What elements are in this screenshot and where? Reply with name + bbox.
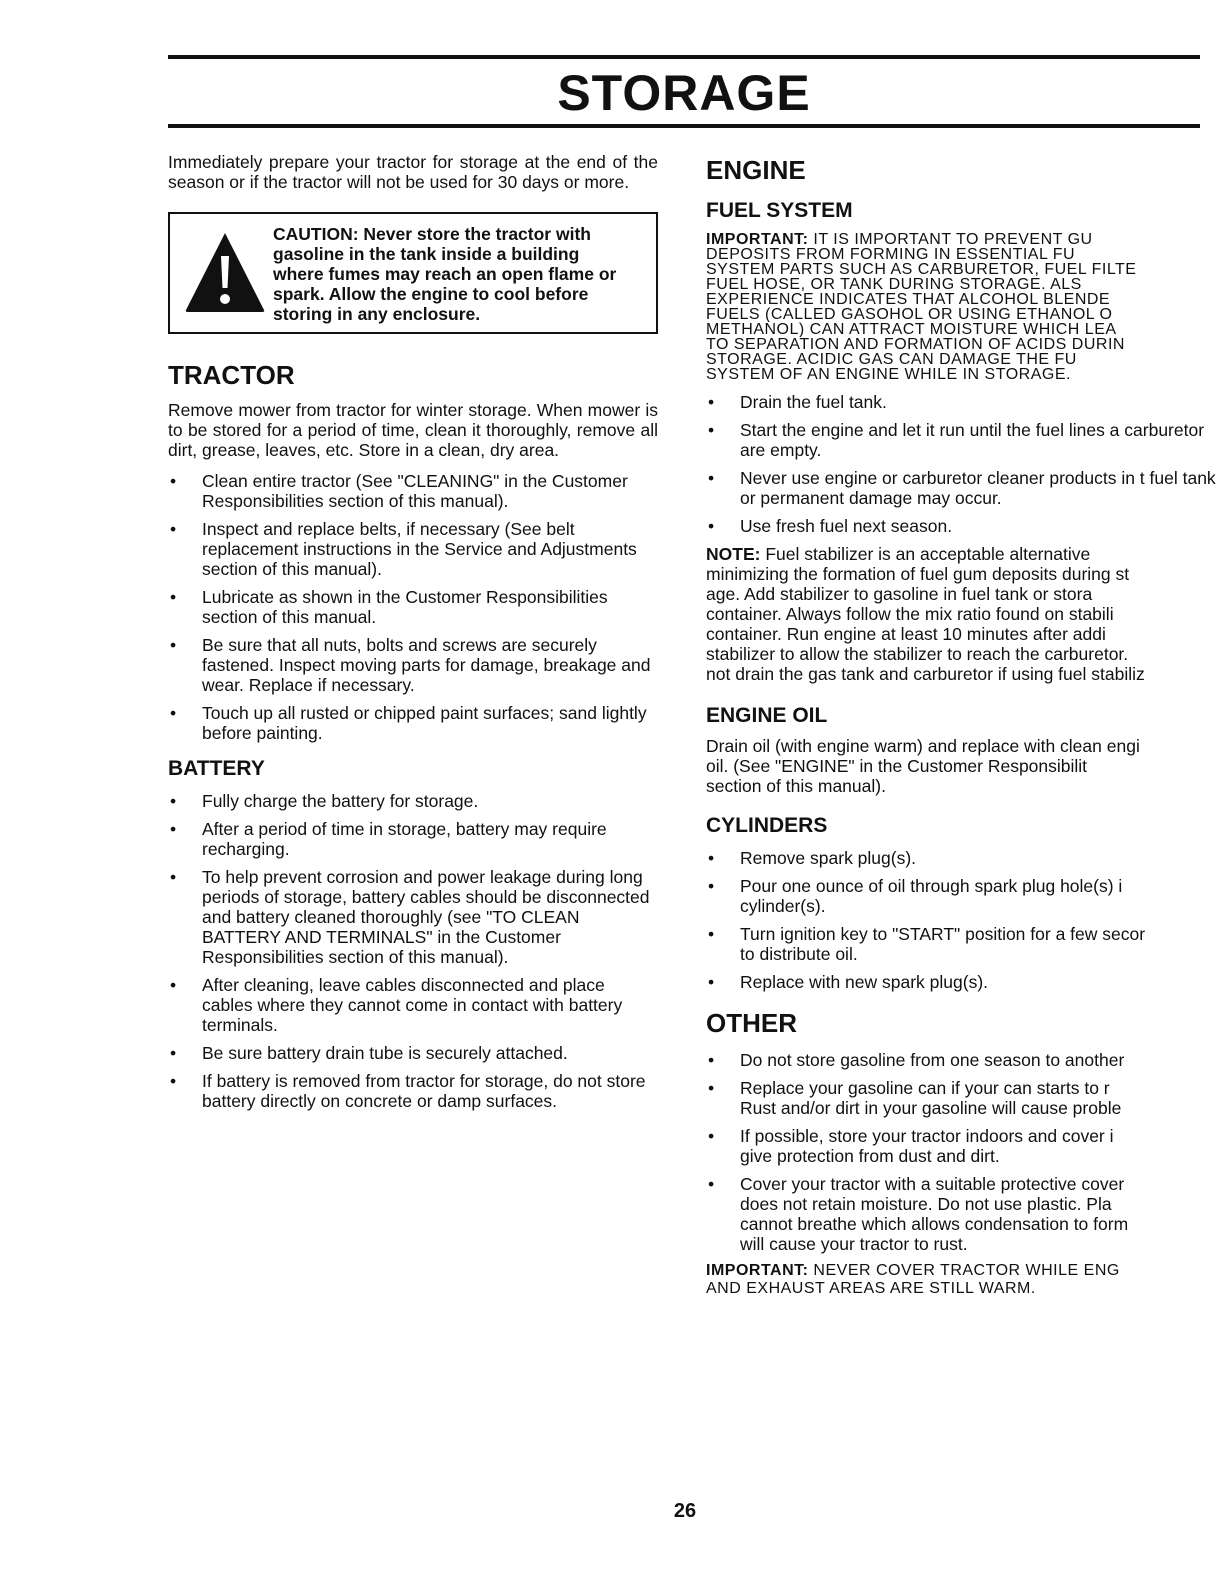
header-rule-top (168, 55, 1200, 59)
list-item: • Touch up all rusted or chipped paint surfaces; sand lightly before painting. (170, 703, 647, 743)
bullet-icon: • (708, 972, 715, 992)
battery-list (168, 791, 658, 1111)
list-item: • To help prevent corrosion and power leakage during long periods of storage, battery cables should be disconnected and battery cleaned thoroughly (see "TO CLEAN BATTERY AND TERMINALS" in the Customer Responsibilities section of this manual). (170, 867, 650, 967)
bullet-icon: • (708, 420, 715, 440)
tractor-heading: TRACTOR (168, 360, 295, 390)
intro-text: Immediately prepare your tractor for storage at the end of the season or if the tractor will not be used for 30 days or more. (168, 152, 658, 192)
bullet-icon: • (708, 1050, 715, 1070)
bullet-icon: • (170, 635, 177, 655)
list-item: • If battery is removed from tractor for storage, do not store battery directly on concrete or damp surfaces. (170, 1071, 646, 1111)
list-item: • Cover your tractor with a suitable protective cover does not retain moisture. Do not use plastic. Pla cannot breathe which allows condensation to form will cause your tractor to rust. (708, 1174, 1129, 1254)
list-item: • Inspect and replace belts, if necessary (See belt replacement instructions in the Service and Adjustments section of this manual). (170, 519, 637, 579)
bullet-icon: • (708, 1174, 715, 1194)
page-title: STORAGE (557, 65, 811, 121)
list-item: • Be sure that all nuts, bolts and screws are securely fastened. Inspect moving parts for damage, breakage and wear. Replace if necessary. (170, 635, 651, 695)
right-column (706, 155, 1221, 1298)
fuel-system-heading: FUEL SYSTEM (706, 199, 853, 222)
other-heading: OTHER (706, 1008, 797, 1038)
list-item: • Use fresh fuel next season. (708, 516, 953, 536)
other-list (706, 1050, 1221, 1254)
bullet-icon: • (170, 519, 177, 539)
other-important-block: IMPORTANT: NEVER COVER TRACTOR WHILE ENG AND EXHAUST AREAS ARE STILL WARM. (706, 1262, 1120, 1297)
bullet-icon: • (708, 1126, 715, 1146)
cylinders-heading: CYLINDERS (706, 814, 828, 837)
important-label: IMPORTANT: (706, 232, 809, 247)
bullet-icon: • (708, 848, 715, 868)
bullet-icon: • (170, 975, 177, 995)
bullet-icon: • (708, 392, 715, 412)
list-item: • Fully charge the battery for storage. (170, 791, 479, 811)
header-rule-bottom (168, 124, 1200, 128)
bullet-icon: • (708, 1078, 715, 1098)
bullet-icon: • (170, 587, 177, 607)
important-label: IMPORTANT: (706, 1262, 809, 1279)
bullet-icon: • (170, 819, 177, 839)
list-item: • Lubricate as shown in the Customer Responsibilities section of this manual. (170, 587, 608, 627)
list-item: • Replace with new spark plug(s). (708, 972, 989, 992)
tractor-list (168, 471, 658, 743)
list-item: • Turn ignition key to "START" position for a few secor to distribute oil. (708, 924, 1146, 964)
bullet-icon: • (708, 924, 715, 944)
bullet-icon: • (708, 876, 715, 896)
left-column (168, 152, 658, 1119)
list-item: • Be sure battery drain tube is securely attached. (170, 1043, 568, 1063)
bullet-icon: • (708, 468, 715, 488)
engine-heading: ENGINE (706, 155, 806, 185)
engine-oil-text: Drain oil (with engine warm) and replace with clean engi oil. (See "ENGINE" in the Customer Responsibilit section of this manual). (706, 736, 1140, 796)
bullet-icon: • (170, 867, 177, 887)
list-item: • Pour one ounce of oil through spark plug hole(s) i cylinder(s). (708, 876, 1123, 916)
list-item: • Start the engine and let it run until the fuel lines a carburetor are empty. (708, 420, 1205, 460)
tractor-text: Remove mower from tractor for winter storage. When mower is to be stored for a period of time, clean it thoroughly, remove all dirt, grease, leaves, etc. Store in a clean, dry area. (168, 400, 658, 460)
bullet-icon: • (170, 791, 177, 811)
bullet-icon: • (170, 1043, 177, 1063)
cylinders-list (706, 848, 1221, 992)
fuel-list (706, 392, 1221, 536)
caution-text: CAUTION: Never store the tractor with gasoline in the tank inside a building where fumes may reach an open flame or spark. Allow the engine to cool before storing in any enclosure. (273, 224, 617, 324)
fuel-note: NOTE: Fuel stabilizer is an acceptable alternative minimizing the formation of fuel gum deposits during st age. Add stabilizer to gasoline in fuel tank or stora container. Always follow the mix ratio found on stabili container. Run engine at least 10 minutes after addi stabilizer to allow the stabilizer to reach the carburetor. not drain the gas tank and carburetor if using fuel stabiliz (706, 544, 1145, 684)
list-item: • Drain the fuel tank. (708, 392, 887, 412)
fuel-important-block: IMPORTANT: IT IS IMPORTANT TO PREVENT GU DEPOSITS FROM FORMING IN ESSENTIAL FU SYSTEM PARTS SUCH AS CARBURETOR, FUEL FILTE FUEL HOSE, OR TANK DURING STORAGE. ALS EXPERIENCE INDICATES THAT ALCOHOL BLENDE FUELS (CALLED GASOHOL OR USING ETHANOL O METHANOL) CAN ATTRACT MOISTURE WHICH LEA TO SEPARATION AND FORMATION OF ACIDS DURIN STORAGE. ACIDIC GAS CAN DAMAGE THE FU SYSTEM OF AN ENGINE WHILE IN STORAGE. (706, 232, 1137, 382)
list-item: • Clean entire tractor (See "CLEANING" in the Customer Responsibilities section of this manual). (170, 471, 628, 511)
bullet-icon: • (170, 703, 177, 723)
list-item: • Do not store gasoline from one season to another (708, 1050, 1125, 1070)
warning-triangle-icon (184, 230, 266, 314)
list-item: • If possible, store your tractor indoors and cover i give protection from dust and dirt. (708, 1126, 1114, 1166)
engine-oil-heading: ENGINE OIL (706, 704, 828, 727)
caution-box (168, 212, 658, 334)
list-item: • Replace your gasoline can if your can starts to r Rust and/or dirt in your gasoline will cause proble (708, 1078, 1122, 1118)
list-item: • After cleaning, leave cables disconnected and place cables where they cannot come in contact with battery terminals. (170, 975, 623, 1035)
page-number: 26 (673, 1500, 697, 1522)
list-item: • After a period of time in storage, battery may require recharging. (170, 819, 607, 859)
list-item: • Remove spark plug(s). (708, 848, 917, 868)
list-item: • Never use engine or carburetor cleaner products in t fuel tank or permanent damage may occur. (708, 468, 1216, 508)
battery-heading: BATTERY (168, 757, 265, 780)
bullet-icon: • (708, 516, 715, 536)
bullet-icon: • (170, 1071, 177, 1091)
bullet-icon: • (170, 471, 177, 491)
note-label: NOTE: (706, 544, 761, 564)
